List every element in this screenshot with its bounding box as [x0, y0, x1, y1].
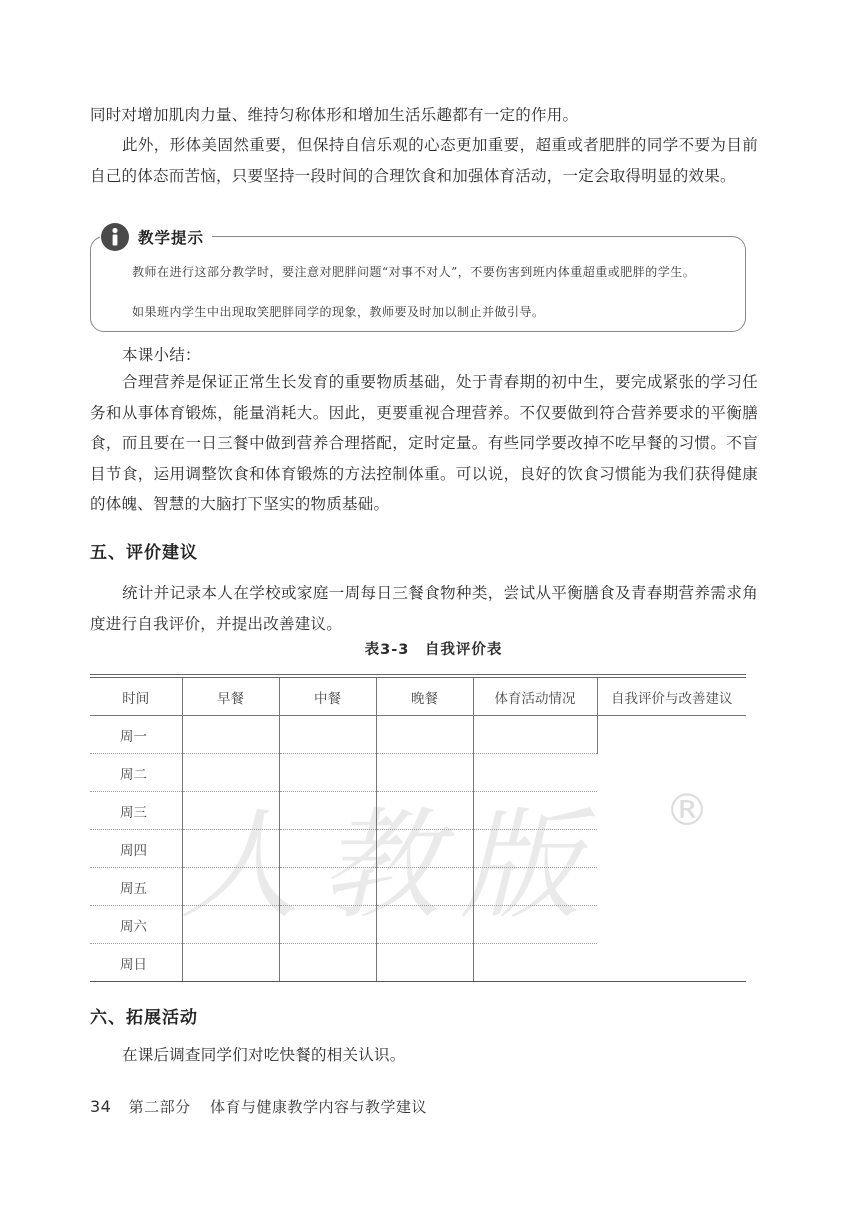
table-cell: [182, 944, 279, 982]
teaching-tip-title: 教学提示: [138, 229, 205, 247]
day-cell: 周五: [90, 868, 182, 906]
section-6-heading: 六、拓展活动: [90, 1008, 198, 1028]
table-cell: [182, 830, 279, 868]
table-cell: [473, 906, 597, 944]
table-cell: [279, 754, 376, 792]
self-evaluation-cell: [597, 716, 746, 982]
day-cell: 周一: [90, 716, 182, 754]
table-cell: [473, 944, 597, 982]
table-cell: [473, 868, 597, 906]
section-6-text: 在课后调查同学们对吃快餐的相关认识。: [122, 1046, 406, 1064]
summary-text: 合理营养是保证正常生长发育的重要物质基础，处于青春期的初中生，要完成紧张的学习任务和从事体育锻炼，能量消耗大。因此，更要重视合理营养。不仅要做到符合营养要求的平衡膳食，而且要在一日三餐中做到营养合理搭配，定时定量。有些同学要改掉不吃早餐的习惯。不盲目节食，运用调整饮食和体育锻炼的方法控制体重。可以说，良好的饮食习惯能为我们获得健康的体魄、智慧的大脑打下坚实的物质基础。: [90, 373, 758, 513]
table-cell: [376, 754, 473, 792]
teaching-tip-text-2: 如果班内学生中出现取笑肥胖同学的现象，教师要及时加以制止并做引导。: [132, 305, 545, 319]
day-cell: 周六: [90, 906, 182, 944]
day-cell: 周三: [90, 792, 182, 830]
summary-label: 本课小结：: [122, 346, 201, 364]
table-header-cell: 自我评价与改善建议: [597, 676, 746, 716]
table-cell: [279, 868, 376, 906]
table-header-cell: 体育活动情况: [473, 676, 597, 716]
table-header-cell: 时间: [90, 676, 182, 716]
registered-mark-icon: ®: [665, 785, 709, 836]
table-title: 表3-3 自我评价表: [364, 642, 503, 658]
teaching-tip-header: [100, 222, 212, 252]
paragraph-1: 同时对增加肌肉力量、维持匀称体形和增加生活乐趣都有一定的作用。: [90, 106, 579, 124]
table-cell: [376, 868, 473, 906]
paragraph-2: 此外，形体美固然重要，但保持自信乐观的心态更加重要，超重或者肥胖的同学不要为目前自己的体态而苦恼，只要坚持一段时间的合理饮食和加强体育活动，一定会取得明显的效果。: [90, 136, 758, 185]
table-cell: [473, 792, 597, 830]
table-cell: [376, 830, 473, 868]
page-footer: [90, 1096, 427, 1117]
table-cell: [279, 716, 376, 754]
table-cell: [182, 792, 279, 830]
table-header-row: [90, 676, 746, 716]
table-cell: [376, 944, 473, 982]
day-cell: 周四: [90, 830, 182, 868]
table-header-cell: 中餐: [279, 676, 376, 716]
table-cell: [182, 868, 279, 906]
table-cell: [279, 792, 376, 830]
table-cell: [182, 906, 279, 944]
table-header-cell: 晚餐: [376, 676, 473, 716]
table-cell: [182, 716, 279, 754]
table-cell: [473, 830, 597, 868]
self-evaluation-table: [90, 674, 746, 982]
table-cell: [182, 754, 279, 792]
info-icon: [100, 222, 130, 252]
table-cell: [279, 830, 376, 868]
table-row: [90, 716, 746, 754]
table-cell: [279, 906, 376, 944]
publisher-watermark: 人教版: [180, 797, 600, 936]
footer-part: 第二部分: [128, 1098, 191, 1116]
page-number: 34: [90, 1097, 112, 1116]
footer-title: 体育与健康教学内容与教学建议: [209, 1098, 427, 1116]
day-cell: 周日: [90, 944, 182, 982]
table-header-cell: 早餐: [182, 676, 279, 716]
table-cell: [473, 716, 597, 754]
section-5-text: 统计并记录本人在学校或家庭一周每日三餐食物种类，尝试从平衡膳食及青春期营养需求角度进行自我评价，并提出改善建议。: [90, 584, 758, 633]
teaching-tip-text-1: 教师在进行这部分教学时，要注意对肥胖问题“对事不对人”，不要伤害到班内体重超重或肥胖的学生。: [132, 265, 696, 279]
table-cell: [473, 754, 597, 792]
day-cell: 周二: [90, 754, 182, 792]
table-cell: [376, 792, 473, 830]
table-cell: [376, 716, 473, 754]
table-cell: [279, 944, 376, 982]
section-5-heading: 五、评价建议: [90, 543, 198, 563]
table-cell: [376, 906, 473, 944]
